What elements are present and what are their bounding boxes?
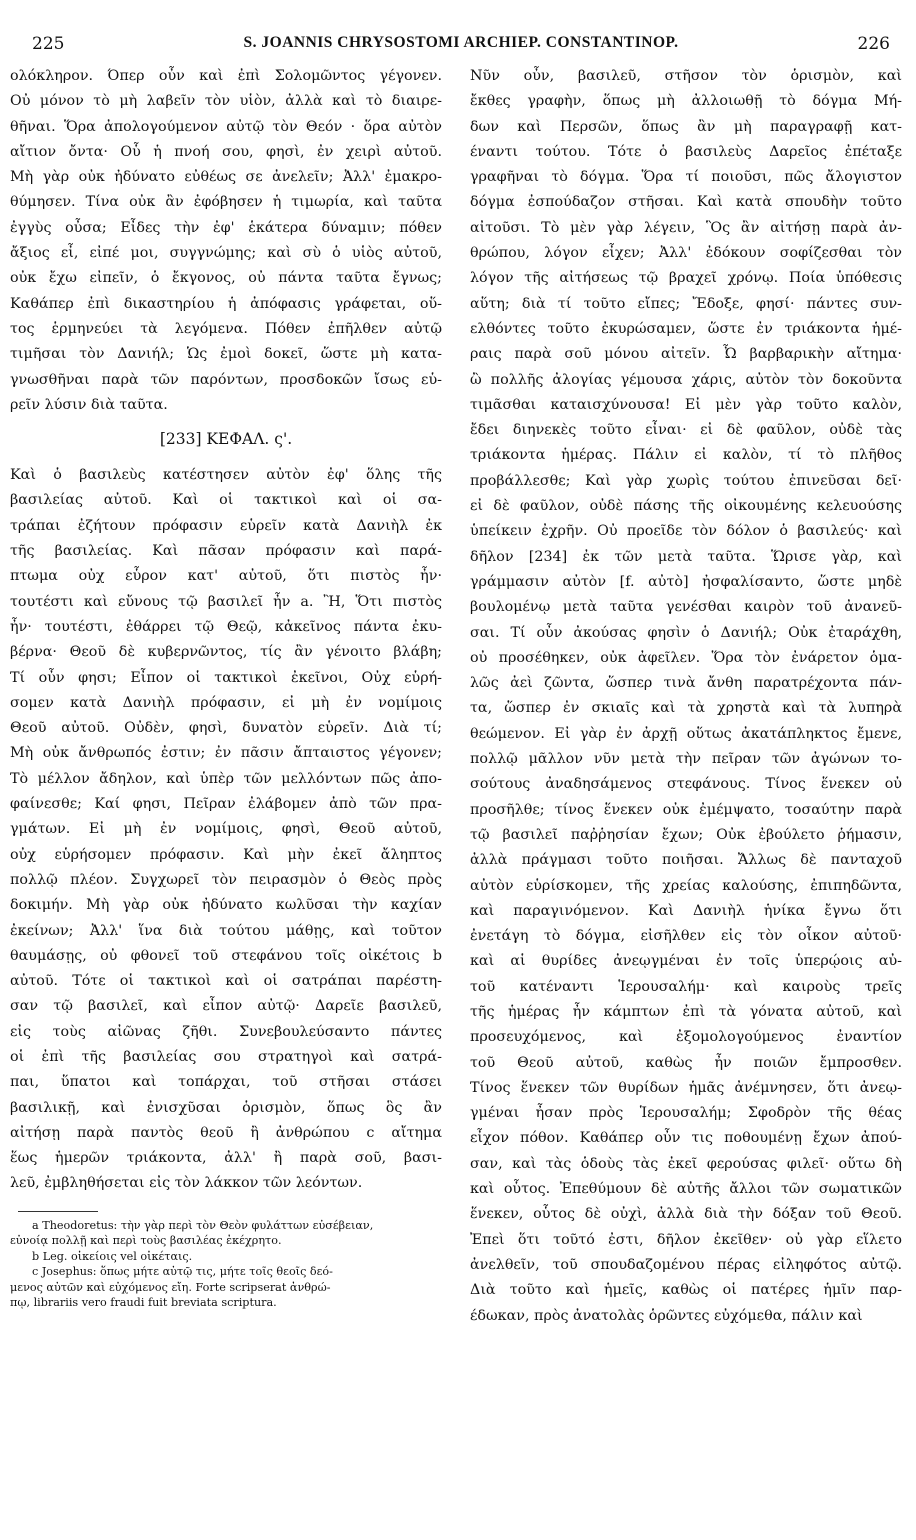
text-line: δων καὶ Περσῶν, ὅπως ἂν μὴ παραγραφῇ κατ- xyxy=(470,118,902,135)
running-header xyxy=(32,34,890,58)
text-line: ἐκείνων; Ἀλλ' ἵνα διὰ τούτου μάθῃς, καὶ τοῦτον xyxy=(10,922,442,939)
text-line: αὐτοῦ. Τότε οἱ τακτικοὶ καὶ οἱ σατράπαι παρέστη- xyxy=(10,973,442,990)
text-line: εἰς τοὺς αἰῶνας ζῆθι. Συνεβουλεύσαντο πάντες xyxy=(10,1023,442,1040)
text-line: αὐτὸν εὑρίσκομεν, τῆς χρείας καλούσης, ἐπιπηδῶντα, xyxy=(470,877,902,894)
text-line: καὶ αἱ θυρίδες ἀνεῳγμέναι ἐν τοῖς ὑπερῴοις αὐ- xyxy=(470,953,902,970)
footnote-line: c Josephus: ὅπως μήτε αὐτῷ τις, μήτε τοῖς θεοῖς δεό- xyxy=(32,1265,333,1279)
text-line: Μὴ γὰρ οὐκ ἠδύνατο εὐθέως σε ἀνελεῖν; Ἀλλ' ἐμακρο- xyxy=(10,169,442,186)
text-line: βουλομένῳ μετὰ ταῦτα γενέσθαι καιρὸν τοῦ ἀνανεῦ- xyxy=(470,599,902,616)
text-line: τοῦ Θεοῦ αὐτοῦ, καθὼς ἦν ποιῶν ἔμπροσθεν. xyxy=(470,1054,902,1071)
footnote-line: a Theodoretus: τὴν γὰρ περὶ τὸν Θεὸν φυλάττων εὐσέβειαν, xyxy=(32,1218,374,1232)
text-line: οἱ ἐπὶ τῆς βασιλείας σου στρατηγοὶ καὶ σατρά- xyxy=(10,1048,442,1065)
text-line: τος ἑρμηνεύει τὰ λεγόμενα. Πόθεν ἐπῆλθεν αὐτῷ xyxy=(10,320,442,337)
page-number-right: 226 xyxy=(857,34,890,54)
text-line: δόγμα ἐσπούδαζον στῆσαι. Καὶ κατὰ σπουδὴν τοῦτο xyxy=(470,194,902,211)
text-line: ἔδει διηνεκὲς τοῦτο εἶναι· εἰ δὲ φαῦλον, οὐδὲ τὰς xyxy=(470,422,902,439)
text-line: καὶ παραγινόμενον. Καὶ Δανιὴλ ἡνίκα ἔγνω ὅτι xyxy=(470,902,902,919)
text-line: ἀνελθεῖν, τοῦ σπουδαζομένου πέρας εἰληφότος αὐτῷ. xyxy=(470,1256,902,1273)
text-line: οὐκ ἔχω εἰπεῖν, ὁ ἔκγονος, οὐ πάντα ταῦτα ἔγνως; xyxy=(10,270,442,287)
text-line: αὕτη; διὰ τί τοῦτο εἴπες; Ἔδοξε, φησί· πάντες συν- xyxy=(470,295,902,312)
text-line: γμέναι ἦσαν πρὸς Ἱερουσαλήμ; Σφοδρὸν τῆς θέας xyxy=(470,1105,902,1122)
text-line: δῆλον [234] ἐκ τῶν μετὰ ταῦτα. Ὥρισε γὰρ, καὶ xyxy=(470,548,902,565)
text-line: Τίνος ἕνεκεν τῶν θυρίδων ἡμᾶς ἀνέμνησεν, ὅτι ἀνεῳ- xyxy=(470,1079,902,1096)
footnote-rule xyxy=(18,1211,98,1212)
page-number-left: 225 xyxy=(32,34,65,54)
text-line: προβάλλεσθε; Καὶ γὰρ χωρὶς τούτου ἐπινεῦσαι δεῖ· xyxy=(470,472,902,489)
text-line: ἦν· τουτέστι, ἐθάρρει τῷ Θεῷ, κἀκεῖνος πάντα ἐκυ- xyxy=(10,618,442,635)
text-line: αἰτοῦσι. Τὸ μὲν γὰρ λέγειν, Ὃς ἂν αἰτήσῃ παρὰ ἀν- xyxy=(470,219,902,236)
text-line: βασιλικῇ, καὶ ἐνισχῦσαι ὁρισμὸν, ὅπως ὃς ἂν xyxy=(10,1099,442,1116)
text-line: σομεν κατὰ Δανιὴλ πρόφασιν, εἰ μὴ ἐν νομίμοις xyxy=(10,694,442,711)
text-line: ὢ πολλῆς ἀλογίας γέμουσα χάρις, αὐτὸν τὸν δοκοῦντα xyxy=(470,371,902,388)
text-line: τα, ὥσπερ ἐν σκιαῖς καὶ τὰ χρηστὰ καὶ τὰ λυπηρὰ xyxy=(470,700,902,717)
text-line: βασιλείας αὐτοῦ. Καὶ οἱ τακτικοὶ καὶ οἱ σα- xyxy=(10,492,442,509)
text-line: Νῦν οὖν, βασιλεῦ, στῆσον τὸν ὁρισμὸν, καὶ xyxy=(470,68,902,84)
text-line: Ἐπεὶ ὅτι τοῦτό ἐστι, δῆλον ἐκεῖθεν· οὐ γὰρ εἵλετο xyxy=(470,1231,902,1248)
text-line: τουτέστι καὶ εὔνους τῷ βασιλεῖ ἦν a. Ἢ, Ὅτι πιστὸς xyxy=(10,593,442,610)
text-line: σούτους ἀναδησάμενος στεφάνους. Τίνος ἕνεκεν οὐ xyxy=(470,776,902,793)
text-line: Καὶ ὁ βασιλεὺς κατέστησεν αὐτὸν ἐφ' ὅλης τῆς xyxy=(10,467,442,484)
footnote-line: πῳ, librariis vero fraudi fuit breviata scriptura. xyxy=(10,1296,277,1310)
text-line: Καθάπερ ἐπὶ δικαστηρίου ἡ ἀπόφασις γράφεται, οὕ- xyxy=(10,295,442,312)
text-line: ἔκθες γραφὴν, ὅπως μὴ ἀλλοιωθῇ τὸ δόγμα Μή- xyxy=(470,93,902,110)
text-line: ἕως ἡμερῶν τριάκοντα, ἀλλ' ἢ παρὰ σοῦ, βασι- xyxy=(10,1150,442,1167)
text-line: οὐ προσέθηκεν, οὐκ ἀφεῖλεν. Ὅρα τὸν ἐνάρετον ὁμα- xyxy=(470,649,902,666)
text-line: πολλῷ μᾶλλον νῦν μετὰ τὴν πεῖραν τῶν ἀγώνων το- xyxy=(470,751,902,768)
text-line: Τὸ μέλλον ἄδηλον, καὶ ὑπὲρ τῶν μελλόντων πῶς ἀπο- xyxy=(10,770,442,787)
text-line: τιμῆσαι τὸν Δανιήλ; Ὡς ἐμοὶ δοκεῖ, ὥστε μὴ κατα- xyxy=(10,346,442,363)
footnote-line: εὐνοίᾳ πολλῇ καὶ περὶ τοὺς βασιλέας ἐκέχρητο. xyxy=(10,1234,282,1248)
text-line: πτωμα οὐχ εὗρον κατ' αὐτοῦ, ὅτι πιστὸς ἦν· xyxy=(10,568,442,585)
text-line: ἐγγὺς οὖσα; Εἶδες τὴν ἐφ' ἑκάτερα δύναμιν; πόθεν xyxy=(10,219,442,236)
text-line: τράπαι ἐζήτουν πρόφασιν εὑρεῖν κατὰ Δανιὴλ ἐκ xyxy=(10,517,442,534)
text-line: τριάκοντα ἡμέρας. Πάλιν εἰ καλὸν, τί τὸ πλῆθος xyxy=(470,447,902,464)
left-column xyxy=(10,64,442,1311)
text-line: γραφῆναι τὸ δόγμα. Ὅρα τί ποιοῦσι, πῶς ἄλογιστον xyxy=(470,169,902,186)
text-line: πολλῷ πλέον. Συγχωρεῖ τὸν πειρασμὸν ὁ Θεὸς πρὸς xyxy=(10,871,442,888)
text-line: Θεοῦ αὐτοῦ. Οὐδὲν, φησὶ, δυνατὸν εὑρεῖν. Διὰ τί; xyxy=(10,720,442,737)
text-line: ἐνετάγη τὸ δόγμα, εἰσῆλθεν εἰς τὸν οἶκον αὐτοῦ· xyxy=(470,928,902,945)
text-line: γράμμασιν αὐτὸν [f. αὐτὸ] ἠσφαλίσαντο, ὥστε μηδὲ xyxy=(470,573,902,590)
text-line: ολόκληρον. Όπερ οὖν καὶ ἐπὶ Σολομῶντος γέγονεν. xyxy=(10,68,442,84)
text-line: φαίνεσθε; Καί φησι, Πεῖραν ἐλάβομεν ἀπὸ τῶν πρα- xyxy=(10,796,442,813)
text-line: εἰ δὲ φαῦλον, οὐδὲ πάσης τῆς οἰκουμένης κελευούσης xyxy=(470,498,902,515)
text-line: θῆναι. Ὅρα ἀπολογούμενον αὐτῷ τὸν Θεόν · ὅρα αὐτὸν xyxy=(10,118,442,135)
text-line: ἀλλὰ πράγμασι τοῦτο ποιῆσαι. Ἄλλως δὲ πανταχοῦ xyxy=(470,852,902,869)
text-line: Διὰ τοῦτο καὶ ἡμεῖς, καθὼς οἱ πατέρες ἡμῖν παρ- xyxy=(470,1282,902,1299)
text-line: τῆς βασιλείας. Καὶ πᾶσαν πρόφασιν καὶ παρά- xyxy=(10,543,442,560)
text-line: θρώπου, λόγον εἶχεν; Ἀλλ' ἐδόκουν σοφίζεσθαι τὸν xyxy=(470,245,902,262)
text-line: γμάτων. Εἰ μὴ ἐν νομίμοις, φησὶ, Θεοῦ αὐτοῦ, xyxy=(10,821,442,838)
text-line: ελθόντες τοῦτο ἐκυρώσαμεν, ὥστε ἐν τριάκοντα ἡμέ- xyxy=(470,320,902,337)
running-title: S. JOANNIS CHRYSOSTOMI ARCHIEP. CONSTANTINOP. xyxy=(243,34,679,51)
text-line: αἴτιον ὄντα· Οὗ ἡ πνοή σου, φησὶ, ἐν χειρὶ αὐτοῦ. xyxy=(10,143,442,160)
text-line: τῆς ἡμέρας ἦν κάμπτων ἐπὶ τὰ γόνατα αὐτοῦ, καὶ xyxy=(470,1003,902,1020)
text-line: σαν, καὶ τὰς ὁδοὺς τὰς ἐκεῖ φερούσας φιλεῖ· οὕτω δὴ xyxy=(470,1155,902,1172)
text-line: δοκιμήν. Μὴ γὰρ οὐκ ἠδύνατο κωλῦσαι τὴν καχίαν xyxy=(10,897,442,914)
text-line: βέρνα· Θεοῦ δὲ κυβερνῶντος, τίς ἂν γένοιτο βλάβη; xyxy=(10,644,442,661)
text-line: λόγον τῆς αἰτήσεως τῷ βραχεῖ χρόνῳ. Ποία ὑπόθεσις xyxy=(470,270,902,287)
footnote-line: b Leg. οἰκείοις vel οἰκέταις. xyxy=(32,1249,193,1263)
text-line: ἕνεκεν, οὗτος δὲ οὐχὶ, ἀλλὰ διὰ τὴν δόξαν τοῦ Θεοῦ. xyxy=(470,1206,902,1223)
text-line: ἄξιος εἶ, εἰπέ μοι, συγγνώμης; καὶ σὺ ὁ υἱὸς αὐτοῦ, xyxy=(10,245,442,262)
text-line: αἰτήσῃ παρὰ παντὸς θεοῦ ἢ ἀνθρώπου c αἴτημα xyxy=(10,1124,442,1141)
text-line: λῶς ἀεὶ ζῶντα, ὥσπερ τινὰ ἄνθη παρατρέχοντα πάν- xyxy=(470,675,902,692)
text-line: τιμᾶσθαι καταισχύνουσα! Εἰ μὲν γὰρ τοῦτο καλὸν, xyxy=(470,396,902,413)
left-text-block-a xyxy=(10,64,442,418)
text-line: οὐχ εὑρήσομεν πρόφασιν. Καὶ μὴν ἐκεῖ ἄληπτος xyxy=(10,846,442,863)
text-line: ρεῖν λύσιν διὰ ταῦτα. xyxy=(10,396,168,413)
text-line: καὶ οὗτος. Ἐπεθύμουν δὲ αὐτῆς ἄλλοι τῶν σωματικῶν xyxy=(470,1181,902,1198)
text-line: θύμησεν. Τίνα οὐκ ἂν ἐφόβησεν ἡ τιμωρία, καὶ ταῦτα xyxy=(10,194,442,211)
text-line: Μὴ οὐκ ἄνθρωπός ἐστιν; ἐν πᾶσιν ἄπταιστος γέγονεν; xyxy=(10,745,442,762)
text-line: προσευχόμενος, καὶ ἐξομολογούμενος ἐναντίον xyxy=(470,1029,902,1046)
text-line: εἶχον πόθον. Καθάπερ οὖν τις ποθουμένῃ ἔχων ἀπού- xyxy=(470,1130,902,1147)
text-line: ραις παρὰ σοῦ μόνου αἰτεῖν. Ὦ βαρβαρικὴν αἴτημα· xyxy=(470,346,902,363)
text-line: Οὐ μόνον τὸ μὴ λαβεῖν τὸν υἱὸν, ἀλλὰ καὶ τὸ διαιρε- xyxy=(10,93,442,110)
text-line: τοῦ κατέναντι Ἱερουσαλήμ· καὶ καιροὺς τρεῖς xyxy=(470,978,902,995)
text-line: λεῦ, ἐμβληθήσεται εἰς τὸν λάκκον τῶν λεόντων. xyxy=(10,1175,363,1192)
text-line: ὑπείκειν ἐχρῆν. Οὐ προεῖδε τὸν δόλον ὁ βασιλεύς· καὶ xyxy=(470,523,902,540)
right-column xyxy=(470,64,902,1329)
text-line: παι, ὕπατοι καὶ τοπάρχαι, τοῦ στῆσαι στάσει xyxy=(10,1074,442,1091)
text-line: προσῆλθε; τίνος ἕνεκεν οὐκ ἐμέμψατο, τοσαύτην παρὰ xyxy=(470,801,902,818)
footnote-line: μενος αὐτῶν καὶ εὐχόμενος εἴη. Forte scripserat ἀνθρώ- xyxy=(10,1280,331,1294)
left-text-block-b xyxy=(10,463,442,1197)
text-line: έναντι τούτου. Τότε ὁ βασιλεὺς Δαρεῖος ἐπέταξε xyxy=(470,143,902,160)
text-line: γνωσθῆναι παρὰ τῶν παρόντων, προσδοκῶν ἴσως εὑ- xyxy=(10,371,442,388)
text-line: θεώμενον. Εἰ γὰρ ἐν ἀρχῇ οὕτως ἀκατάπληκτος ἔμενε, xyxy=(470,725,902,742)
text-line: έδωκαν, πρὸς ἀνατολὰς ὁρῶντες εὐχόμεθα, πάλιν καὶ xyxy=(470,1307,863,1324)
footnotes xyxy=(10,1218,442,1311)
text-line: τῷ βασιλεῖ παῤῥησίαν ἔχων; Οὐκ ἐβούλετο ῥήμασιν, xyxy=(470,826,902,843)
text-line: σαν τῷ βασιλεῖ, καὶ εἶπον αὐτῷ· Δαρεῖε βασιλεῦ, xyxy=(10,998,442,1015)
text-line: θαυμάσῃς, οὐ φθονεῖ τοῦ στεφάνου τοῖς οἰκέτοις b xyxy=(10,947,442,964)
chapter-heading: [233] ΚΕΦΑΛ. ς'. xyxy=(159,430,293,449)
text-line: σαι. Τί οὖν ἀκούσας φησὶν ὁ Δανιήλ; Οὐκ ἐταράχθη, xyxy=(470,624,902,641)
text-line: Τί οὖν φησι; Εἶπον οἱ τακτικοὶ ἐκεῖνοι, Οὐχ εὑρή- xyxy=(10,669,442,686)
